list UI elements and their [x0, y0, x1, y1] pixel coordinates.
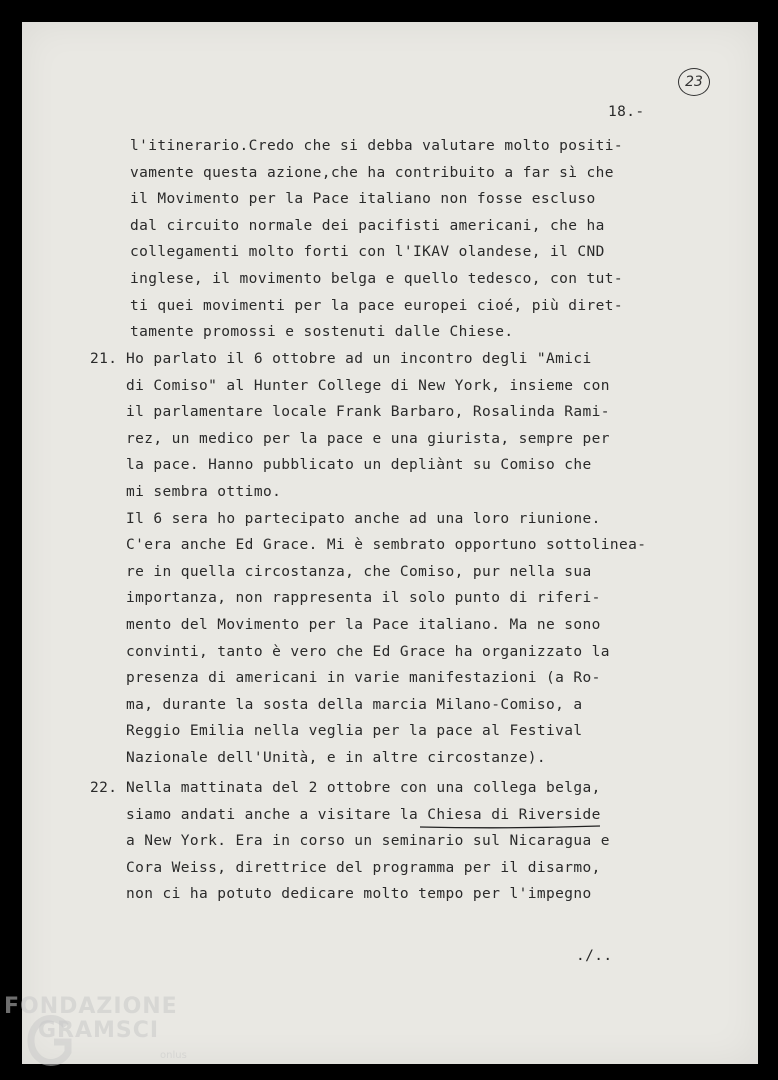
text-line: vamente questa azione,che ha contribuito a far sì che: [130, 164, 614, 181]
text-line: l'itinerario.Credo che si debba valutare molto positi-: [130, 138, 624, 154]
text-line: Ho parlato il 6 ottobre ad un incontro degli "Amici: [126, 351, 592, 367]
text-line: dal circuito normale dei pacifisti americani, che ha: [130, 217, 605, 234]
text-line: il Movimento per la Pace italiano non fosse escluso: [130, 191, 596, 208]
watermark-line2: GRAMSCI: [38, 1018, 160, 1043]
paragraph-21: [126, 351, 647, 766]
document-page: [22, 22, 758, 1064]
paragraph-continuation: [130, 138, 624, 341]
text-line: C'era anche Ed Grace. Mi è sembrato opportuno sottolinea-: [126, 537, 647, 554]
text-line: mento del Movimento per la Pace italiano. Ma ne sono: [126, 617, 601, 633]
text-line: Reggio Emilia nella veglia per la pace al Festival: [126, 723, 583, 740]
text-line: mi sembra ottimo.: [126, 484, 282, 500]
text-line: rez, un medico per la pace e una giurista, sempre per: [126, 430, 610, 447]
watermark-line1: FONDAZIONE: [4, 994, 178, 1019]
paragraph-22: [126, 780, 610, 903]
text-line: tamente promossi e sostenuti dalle Chiese.: [130, 324, 514, 341]
handwritten-underline: [418, 824, 602, 830]
paragraph-number: 22.: [90, 780, 118, 796]
text-line: importanza, non rappresenta il solo punto di riferi-: [126, 590, 601, 607]
text-line: collegamenti molto forti con l'IKAV olandese, il CND: [130, 244, 605, 261]
text-line: Nazionale dell'Unità, e in altre circostanze).: [126, 750, 546, 766]
text-line: re in quella circostanza, che Comiso, pur nella sua: [126, 563, 592, 580]
text-line: Cora Weiss, direttrice del programma per il disarmo,: [126, 859, 601, 876]
text-line: convinti, tanto è vero che Ed Grace ha organizzato la: [126, 643, 610, 660]
text-line: a New York. Era in corso un seminario sul Nicaragua e: [126, 833, 610, 850]
archive-number: 23: [678, 68, 710, 96]
text-line: Nella mattinata del 2 ottobre con una collega belga,: [126, 780, 601, 796]
text-line: ma, durante la sosta della marcia Milano-Comiso, a: [126, 696, 583, 713]
text-line: siamo andati anche a visitare la Chiesa di Riverside: [126, 806, 601, 823]
paragraph-number: 21.: [90, 351, 118, 367]
watermark-suffix: onlus: [160, 1050, 187, 1061]
text-line: la pace. Hanno pubblicato un depliànt su Comiso che: [126, 457, 592, 474]
text-line: Il 6 sera ho partecipato anche ad una loro riunione.: [126, 510, 601, 527]
text-line: il parlamentare locale Frank Barbaro, Rosalinda Rami-: [126, 404, 610, 421]
page-number: 18.-: [608, 104, 645, 120]
continuation-mark: ./..: [576, 948, 613, 964]
text-line: presenza di americani in varie manifestazioni (a Ro-: [126, 670, 601, 687]
text-line: inglese, il movimento belga e quello tedesco, con tut-: [130, 271, 624, 287]
text-line: non ci ha potuto dedicare molto tempo per l'impegno: [126, 886, 592, 903]
text-line: di Comiso" al Hunter College di New York, insieme con: [126, 377, 610, 394]
text-line: ti quei movimenti per la pace europei cioé, più diret-: [130, 297, 624, 314]
fondazione-gramsci-watermark: [0, 994, 200, 1080]
